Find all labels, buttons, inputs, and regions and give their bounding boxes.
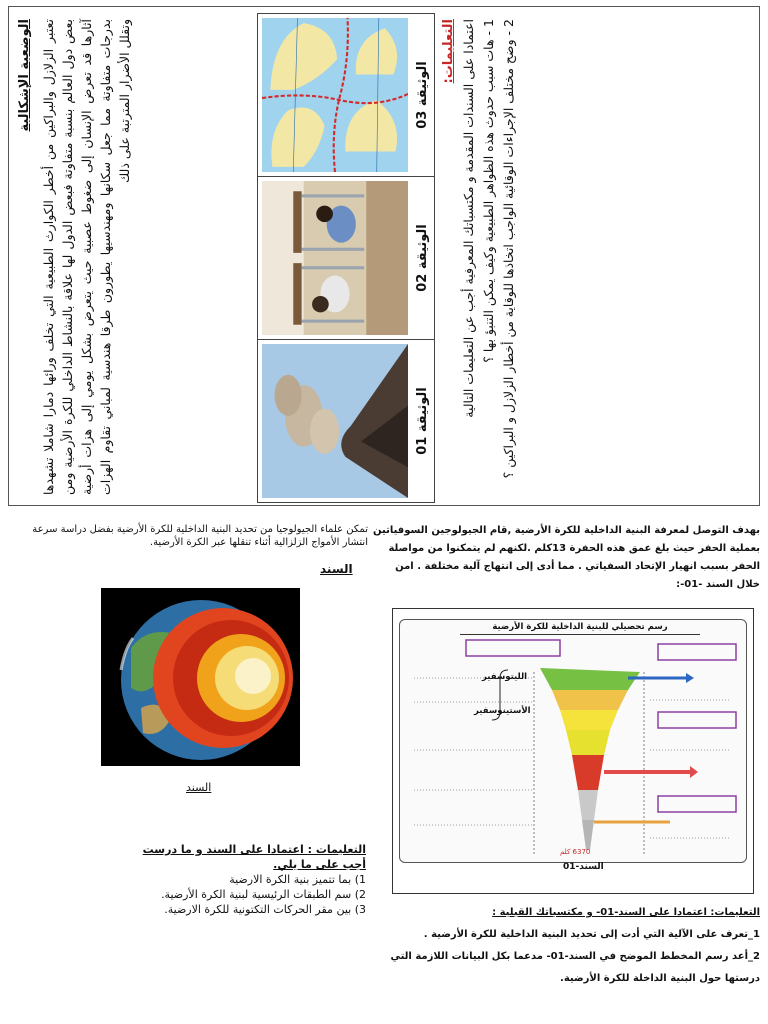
diagram-caption: السند-01: [563, 862, 604, 872]
instruction-lead: اعتمادا على السندات المقدمة و مكتسباتك المعرفية أجب عن التعليمات التالية: [461, 19, 476, 418]
left-intro-text: تمكن علماء الجيولوجيا من تحديد البنية الداخلية للكرة الأرضية بفضل دراسة سرعة انتشار الأمواج الزلزالية أثناء تنقلها عبر الكرة الأرضية.: [32, 524, 368, 548]
asthenosphere-label: الأستينوسفير: [474, 706, 531, 716]
lithosphere-label: الليتوسفير: [482, 672, 528, 682]
cone-diagram-svg: [400, 620, 746, 862]
right-panel: [372, 516, 760, 1016]
earth-caption: السند: [186, 781, 212, 794]
rotated-worksheet-content: [9, 7, 760, 506]
diagram-title: رسم تحصيلي للبنية الداخلية للكرة الأرضية: [492, 622, 668, 632]
document-03: [258, 14, 434, 177]
right-instruction-2: 2_أعد رسم المخطط الموضح في السند-01- مدعما بكل البيانات اللازمة التي درستها حول البنية الداخلة للكرة الأرضية.: [390, 951, 760, 984]
right-instruction-1: 1_تعرف على الآلية التي أدت إلى تحديد البنية الداخلية للكرة الأرضية .: [423, 929, 760, 940]
volcano-eruption-photo: [262, 344, 408, 498]
document-03-label: الوثيقة 03: [415, 61, 430, 129]
left-instructions-heading: التعليمات : اعتمادا على السند و ما درست أجب على ما يلي.: [142, 843, 366, 871]
depth-label: 6370 كلم: [560, 848, 591, 856]
situation-heading: الوضعية الإشكالية: [17, 19, 32, 132]
earth-layers-image: [101, 588, 300, 766]
instructions-heading-top: التعليمات:: [441, 19, 456, 84]
document-01: [258, 340, 434, 502]
diagram-inner-frame: [399, 619, 747, 863]
left-instruction-1: 1) بما تتميز بنية الكرة الارضية: [229, 873, 366, 886]
instruction-2: 2 - وضح مختلف الإجراءات الوقائية الواجب اتخاذها للوقاية من أخطار الزلازل و البراكين ؟: [501, 19, 516, 479]
documents-row: [257, 13, 435, 503]
situation-text: تعتبر الزلازل والبراكين من أخطر الكوارث الطبيعية التي تخلف ورائها دمارا شاملا تشهدها بعض دول العالم بنسبة متفاوتة فبعض الدول لها علاقة بالنشاط الداخلي للكرة الأرضية ومن آثارها قد تعرض الإنسان إلى ضغوط عصبية حيث يتعرض بشكل يومي إلى هزات أرضية بدرجات متفاوتة مما جعل سكانها ومهندسيها يطورون طرقا هندسية لمباني تقاوم الهزات وتقلل الأضرار المترتبة على ذلك: [41, 19, 132, 495]
right-intro-text: بهدف التوصل لمعرفة البنية الداخلية للكرة الأرضية ,قام الجيولوجين السوفياتين بعملية الحفر حيث بلغ عمق هذه الحفرة 13كلم .لكنهم لم يتمكنوا من مواصلة الحفر بسبب انهيار الإتحاد السفياتي . مما أدى إلى انتهاج آلية مختلفة . امن خلال السند -01-:: [372, 525, 760, 590]
left-doc-label: السند: [320, 562, 353, 576]
instruction-1: 1 - هات سبب حدوث هذه الظواهر الطبيعية وكيف يمكن التنبؤ بها ؟: [481, 19, 496, 363]
document-01-label: الوثيقة 01: [415, 387, 430, 455]
left-instructions: [120, 842, 366, 917]
document-02-label: الوثيقة 02: [415, 224, 430, 292]
left-instruction-3: 3) بين مقر الحركات التكتونية للكرة الارضية.: [164, 903, 366, 916]
right-instructions: [372, 902, 760, 990]
rotated-worksheet: [8, 6, 760, 506]
left-instruction-2: 2) سم الطبقات الرئيسية لبنية الكرة الأرضية.: [161, 888, 366, 901]
right-instructions-heading: التعليمات: اعتمادا على السند-01- و مكتسباتك القبلية :: [492, 907, 760, 918]
students-under-desks-photo: [262, 181, 408, 335]
tectonic-map-image: [262, 18, 408, 172]
earth-structure-diagram: [392, 608, 754, 894]
document-02: [258, 177, 434, 340]
